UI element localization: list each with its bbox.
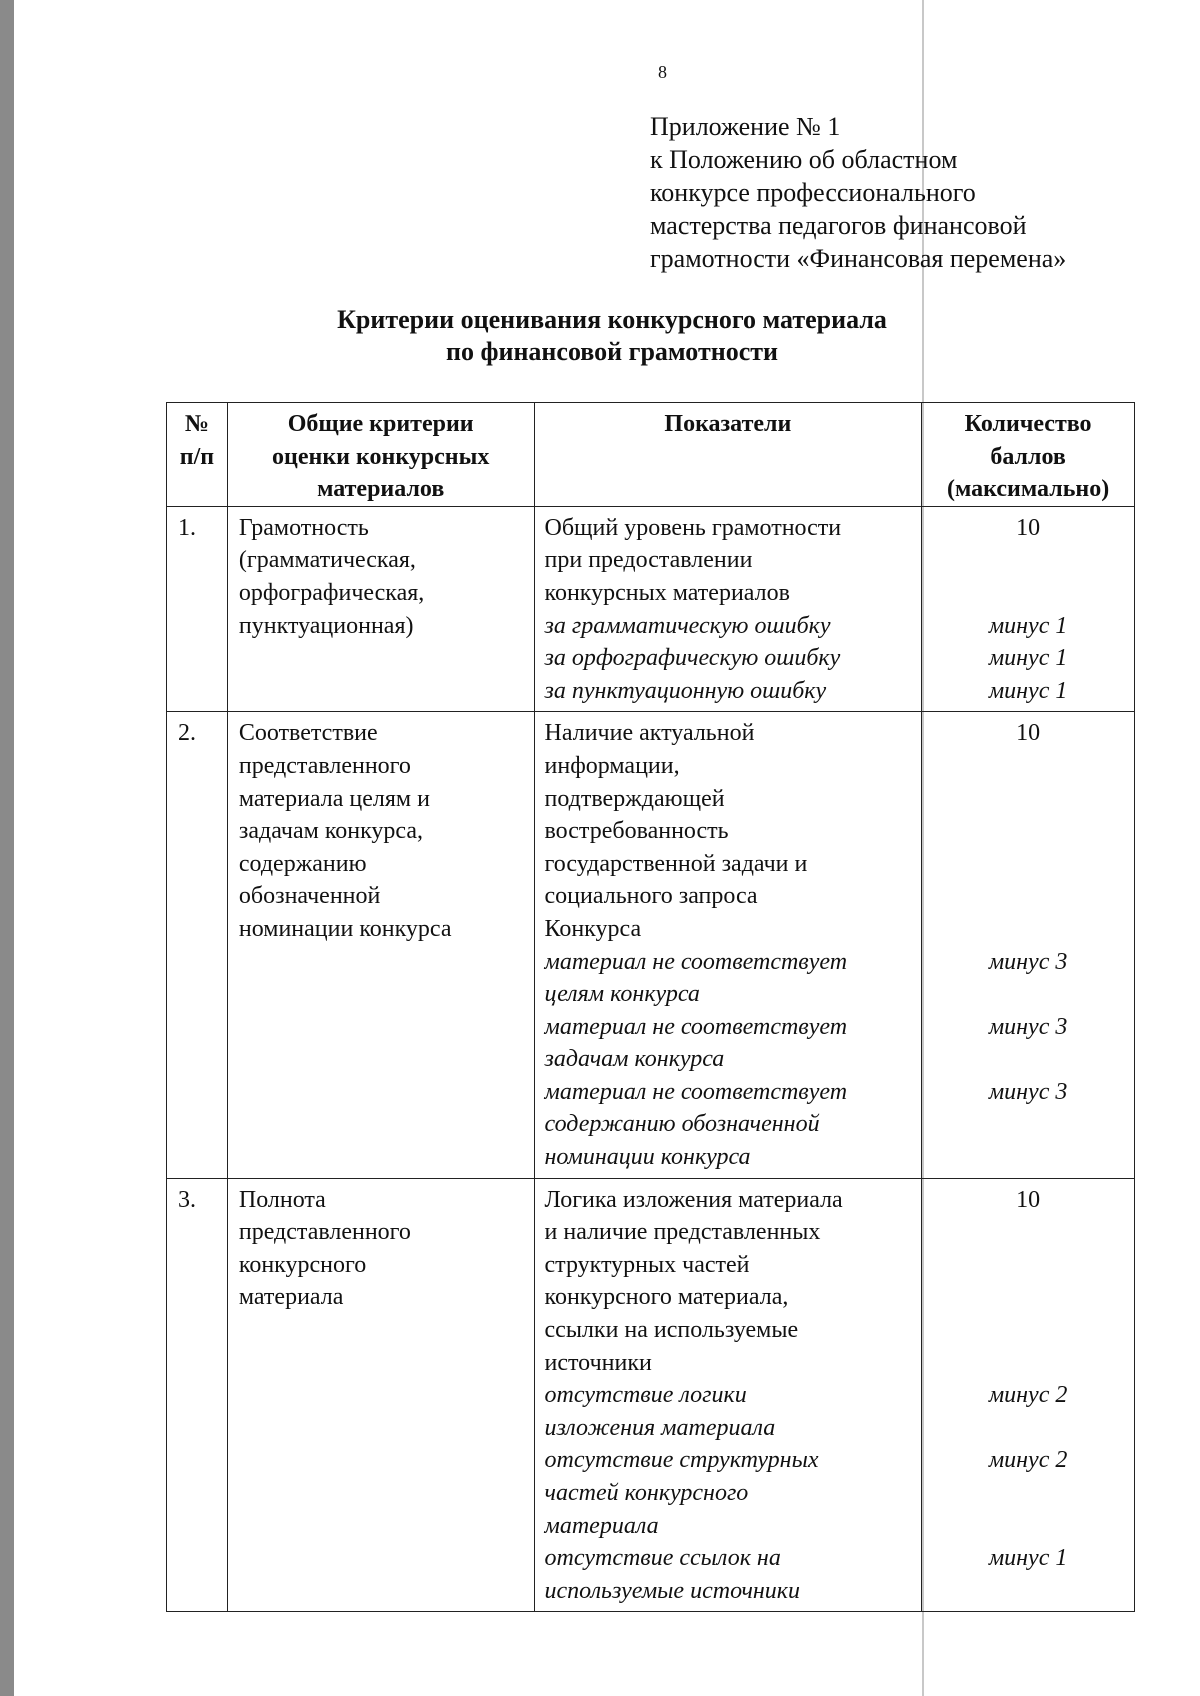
criteria-text: материала [238, 1284, 344, 1311]
penalty-text: задачам конкурса [544, 1046, 725, 1073]
row-criteria [227, 506, 534, 712]
penalty-text: за орфографическую ошибку [544, 645, 841, 672]
row-points [922, 1178, 1135, 1612]
criteria-text: орфографическая, [238, 579, 425, 606]
penalty-points: минус 3 [988, 948, 1068, 975]
appendix-line: к Положению об областном [650, 145, 958, 174]
penalty-text: за грамматическую ошибку [544, 612, 831, 639]
criteria-text: представленного [238, 752, 411, 779]
indicator-text: при предоставлении [544, 547, 753, 574]
penalty-text: материал не соответствует [544, 1078, 848, 1105]
penalty-text: за пунктуационную ошибку [544, 677, 827, 704]
indicator-text: конкурсного материала, [544, 1284, 789, 1311]
penalty-text: частей конкурсного [544, 1480, 749, 1506]
criteria-table [166, 402, 1135, 1612]
appendix-line: конкурсе профессионального [650, 178, 976, 207]
penalty-points: минус 2 [988, 1382, 1068, 1409]
penalty-text: отсутствие структурных [544, 1447, 819, 1474]
appendix-line: Приложение № 1 [650, 112, 841, 141]
appendix-line: мастерства педагогов финансовой [650, 211, 1027, 240]
criteria-text: представленного [238, 1219, 411, 1246]
max-points: 10 [1016, 514, 1041, 541]
indicator-text: Логика изложения материала [544, 1186, 843, 1213]
indicator-text: востребованность [544, 818, 729, 845]
row-criteria [227, 712, 534, 1178]
penalty-points: минус 3 [988, 1078, 1068, 1105]
indicator-text: Наличие актуальной [544, 720, 755, 747]
indicator-text: подтверждающей [544, 785, 725, 812]
indicator-text: источники [544, 1349, 652, 1376]
penalty-text: материал не соответствует [544, 948, 848, 975]
indicator-text: Общий уровень грамотности [544, 514, 842, 541]
table-row [167, 506, 1135, 712]
row-criteria [227, 1178, 534, 1612]
row-number-text: 1. [178, 514, 196, 541]
title-line: по финансовой грамотности [446, 337, 778, 366]
header-indicators [534, 403, 922, 507]
row-points [922, 506, 1135, 712]
criteria-text: содержанию [238, 850, 367, 877]
table-row [167, 712, 1135, 1178]
penalty-text: целям конкурса [544, 981, 700, 1008]
row-number [167, 506, 228, 712]
header-number [167, 403, 228, 507]
penalty-text: отсутствие ссылок на [544, 1545, 781, 1572]
header-text: № [184, 411, 209, 437]
row-indicators [534, 1178, 922, 1612]
criteria-text: номинации конкурса [238, 915, 452, 942]
indicator-text: государственной задачи и [544, 850, 808, 877]
row-indicators [534, 506, 922, 712]
indicator-text: информации, [544, 752, 680, 779]
penalty-points: минус 1 [988, 645, 1068, 672]
max-points: 10 [1016, 1186, 1041, 1213]
title-line: Критерии оценивания конкурсного материала [337, 305, 887, 334]
header-text: Количество [964, 411, 1092, 437]
criteria-text: конкурсного [238, 1251, 367, 1278]
row-indicators [534, 712, 922, 1178]
criteria-text: материала целям и [238, 785, 430, 812]
penalty-text: материала [544, 1512, 659, 1539]
header-points [922, 403, 1135, 507]
header-text: Показатели [664, 411, 792, 437]
criteria-text: Соответствие [238, 720, 378, 747]
header-text: (максимально) [946, 476, 1110, 503]
penalty-text: изложения материала [544, 1414, 776, 1441]
criteria-text: (грамматическая, [238, 547, 416, 574]
row-number [167, 712, 228, 1178]
appendix-line: грамотности «Финансовая перемена» [650, 244, 1067, 273]
header-text: п/п [179, 443, 215, 470]
header-criteria [227, 403, 534, 507]
document-title [14, 304, 1200, 368]
table-row [167, 1178, 1135, 1612]
max-points: 10 [1016, 720, 1041, 747]
indicator-text: ссылки на используемые [544, 1317, 799, 1344]
penalty-points: минус 2 [988, 1447, 1068, 1474]
criteria-text: задачам конкурса, [238, 818, 424, 845]
criteria-text: Полнота [238, 1186, 326, 1213]
penalty-points: минус 1 [988, 677, 1068, 704]
row-points [922, 712, 1135, 1178]
criteria-text: обозначенной [238, 883, 381, 910]
header-text: материалов [317, 476, 445, 503]
criteria-text: Грамотность [238, 514, 369, 541]
indicator-text: Конкурса [544, 915, 642, 942]
row-number-text: 2. [178, 720, 196, 747]
indicator-text: и наличие представленных [544, 1219, 821, 1246]
indicator-text: социального запроса [544, 883, 758, 910]
penalty-text: номинации конкурса [544, 1144, 751, 1171]
header-text: оценки конкурсных [272, 443, 490, 470]
penalty-text: отсутствие логики [544, 1382, 747, 1409]
penalty-text: используемые источники [544, 1577, 801, 1604]
criteria-text: пунктуационная) [238, 612, 414, 639]
table-header-row [167, 403, 1135, 507]
penalty-text: содержанию обозначенной [544, 1111, 820, 1138]
indicator-text: конкурсных материалов [544, 579, 790, 606]
penalty-text: материал не соответствует [544, 1013, 848, 1040]
penalty-points: минус 1 [988, 1545, 1068, 1572]
row-number [167, 1178, 228, 1612]
indicator-text: структурных частей [544, 1251, 750, 1278]
header-text: баллов [990, 443, 1066, 470]
row-number-text: 3. [178, 1186, 196, 1213]
appendix-header [650, 110, 1066, 275]
penalty-points: минус 1 [988, 612, 1068, 639]
page-number: 8 [658, 62, 667, 82]
header-text: Общие критерии [287, 411, 474, 437]
penalty-points: минус 3 [988, 1013, 1068, 1040]
